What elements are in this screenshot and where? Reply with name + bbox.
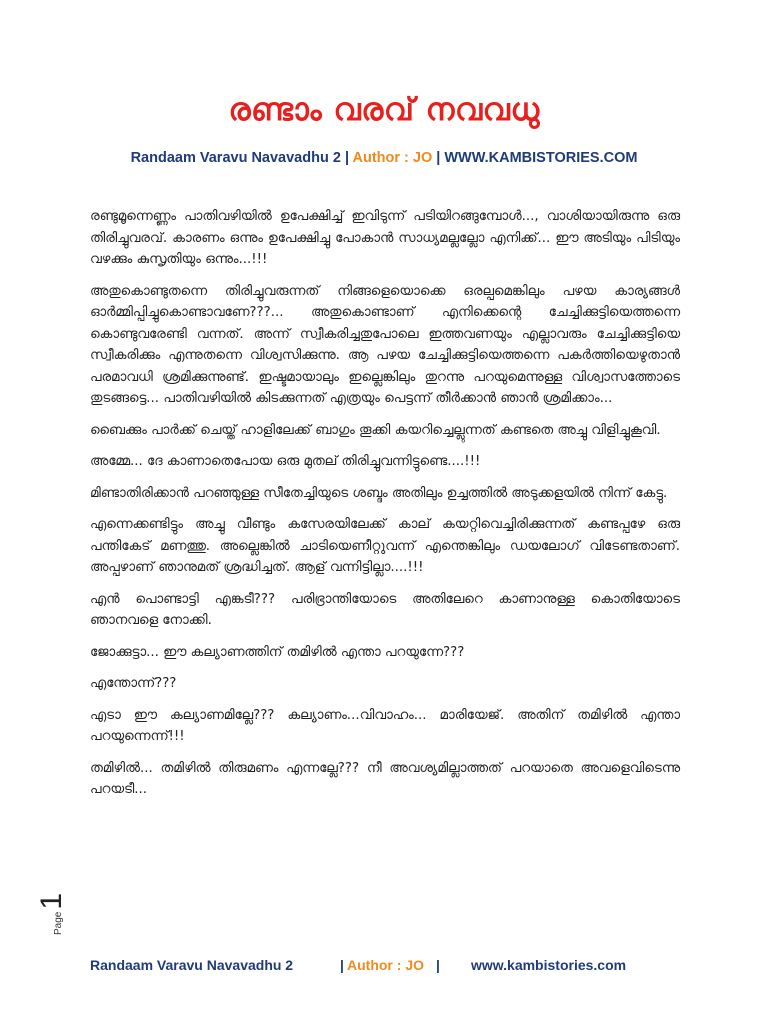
story-title: രണ്ടാം വരവ് നവവധു bbox=[228, 92, 540, 128]
page-number bbox=[35, 875, 85, 935]
paragraph: അമ്മേ... ദേ കാണാതെപോയ ഒരു മുതല് തിരിച്ചുവന്നിട്ടുണ്ടെ....!!! bbox=[90, 454, 481, 469]
paragraph: എടാ ഈ കല്യാണമില്ലേ??? കല്യാണം...വിവാഹം... മാരിയേജ്. അതിന് തമിഴിൽ എന്താ പറയുന്നെന്ന്!!! bbox=[90, 707, 680, 744]
subtitle-separator: | bbox=[340, 150, 353, 166]
footer-author: Author : JO bbox=[347, 957, 424, 973]
paragraph: എൻ പൊണ്ടാട്ടി എങ്കടീ??? പരിഭ്രാന്തിയോടെ അതിലേറെ കാണാനുള്ള കൊതിയോടെ ഞാനവളെ നോക്കി. bbox=[90, 591, 680, 628]
subtitle-author: Author : JO bbox=[352, 150, 433, 166]
page-number-value: 1 bbox=[35, 892, 68, 910]
paragraph: എന്തോന്ന്??? bbox=[90, 676, 177, 691]
paragraph: ബൈക്കും പാർക്ക് ചെയ്ത് ഹാളിലേക്ക് ബാഗും തൂക്കി കയറിച്ചെല്ലുന്നത് കണ്ടതെ അച്ചു വിളിച്ചുകൂവി. bbox=[90, 422, 661, 438]
subtitle-separator: | bbox=[432, 150, 445, 166]
story-subtitle bbox=[0, 150, 768, 166]
paragraph: മിണ്ടാതിരിക്കാൻ പറഞ്ഞുള്ള സീതേച്ചിയുടെ ശബ്ദം അതിലും ഉച്ചത്തിൽ അടുക്കളയിൽ നിന്ന് കേട്ടു. bbox=[90, 485, 668, 501]
footer-story-name: Randaam Varavu Navavadhu 2 bbox=[90, 957, 294, 973]
subtitle-site: WWW.KAMBISTORIES.COM bbox=[444, 150, 638, 166]
page-number-label: Page bbox=[53, 911, 64, 935]
paragraph: അതുകൊണ്ടുതന്നെ തിരിച്ചുവരുന്നത് നിങ്ങളെയൊക്കെ ഒരല്പമെങ്കിലും പഴയ കാര്യങ്ങൾ ഓർമ്മിപ്പിച്ചുകൊണ്ടാവണേ???... അതുകൊണ്ടാണ് എനിക്കെന്റെ ചേച്ചിക്കുട്ടിയെത്തന്നെ കൊണ്ടുവരേണ്ടി വന്നത്. അന്ന് സ്വീകരിച്ചതുപോലെ ഇത്തവണയും എല്ലാവരും ചേച്ചിക്കുട്ടിയെ സ്വീകരിക്കും എന്നുതന്നെ വിശ്വസിക്കുന്നു. ആ പഴയ ചേച്ചിക്കുട്ടിയെത്തന്നെ പകർത്തിയെഴുതാൻ പരമാവധി ശ്രമിക്കുന്നുണ്ട്. ഇഷ്ടമായാലും ഇല്ലെങ്കിലും തുറന്നു പറയുമെന്നുള്ള വിശ്വാസത്തോടെ തുടങ്ങട്ടെ... പാതിവഴിയിൽ കിടക്കുന്നത് എത്രയും പെട്ടന്ന് തീർക്കാൻ ഞാൻ ശ്രമിക്കാം... bbox=[90, 283, 680, 406]
paragraph: രണ്ടുമൂന്നെണ്ണം പാതിവഴിയിൽ ഉപേക്ഷിച്ച് ഇവിടുന്ന് പടിയിറങ്ങുമ്പോൾ..., വാശിയായിരുന്നു ഒരു തിരിച്ചുവരവ്. കാരണം ഒന്നും ഉപേക്ഷിച്ചു പോകാൻ സാധ്യമല്ലല്ലോ എനിക്ക്... ഈ അടിയും പിടിയും വഴക്കും കുസൃതിയും ഒന്നും...!!! bbox=[90, 209, 680, 267]
story-body bbox=[90, 206, 680, 811]
paragraph: എന്നെക്കണ്ടിട്ടും അച്ചു വീണ്ടും കസേരയിലേക്ക് കാല് കയറ്റിവെച്ചിരിക്കുന്നത് കണ്ടപ്പഴേ ഒരു പന്തികേട് മണത്തു. അല്ലെങ്കിൽ ചാടിയെണീറ്റുവന്ന് എന്തെങ്കിലും ഡയലോഗ് വിടേണ്ടതാണ്. അപ്പഴാണ് ഞാനുമത് ശ്രദ്ധിച്ചത്. ആള് വന്നിട്ടില്ലാ....!!! bbox=[90, 517, 680, 575]
footer-site-link[interactable]: www.kambistories.com bbox=[471, 957, 627, 973]
footer-separator: | bbox=[340, 957, 344, 973]
footer-separator: | bbox=[436, 957, 440, 973]
subtitle-story-name: Randaam Varavu Navavadhu 2 bbox=[130, 150, 341, 166]
paragraph: ജോക്കുട്ടാ... ഈ കല്യാണത്തിന് തമിഴിൽ എന്താ പറയുന്നേ??? bbox=[90, 644, 465, 660]
paragraph: തമിഴിൽ... തമിഴിൽ തിരുമണം എന്നല്ലേ??? നീ അവശ്യമില്ലാത്തത് പറയാതെ അവളെവിടെന്നു പറയടീ... bbox=[90, 760, 680, 797]
